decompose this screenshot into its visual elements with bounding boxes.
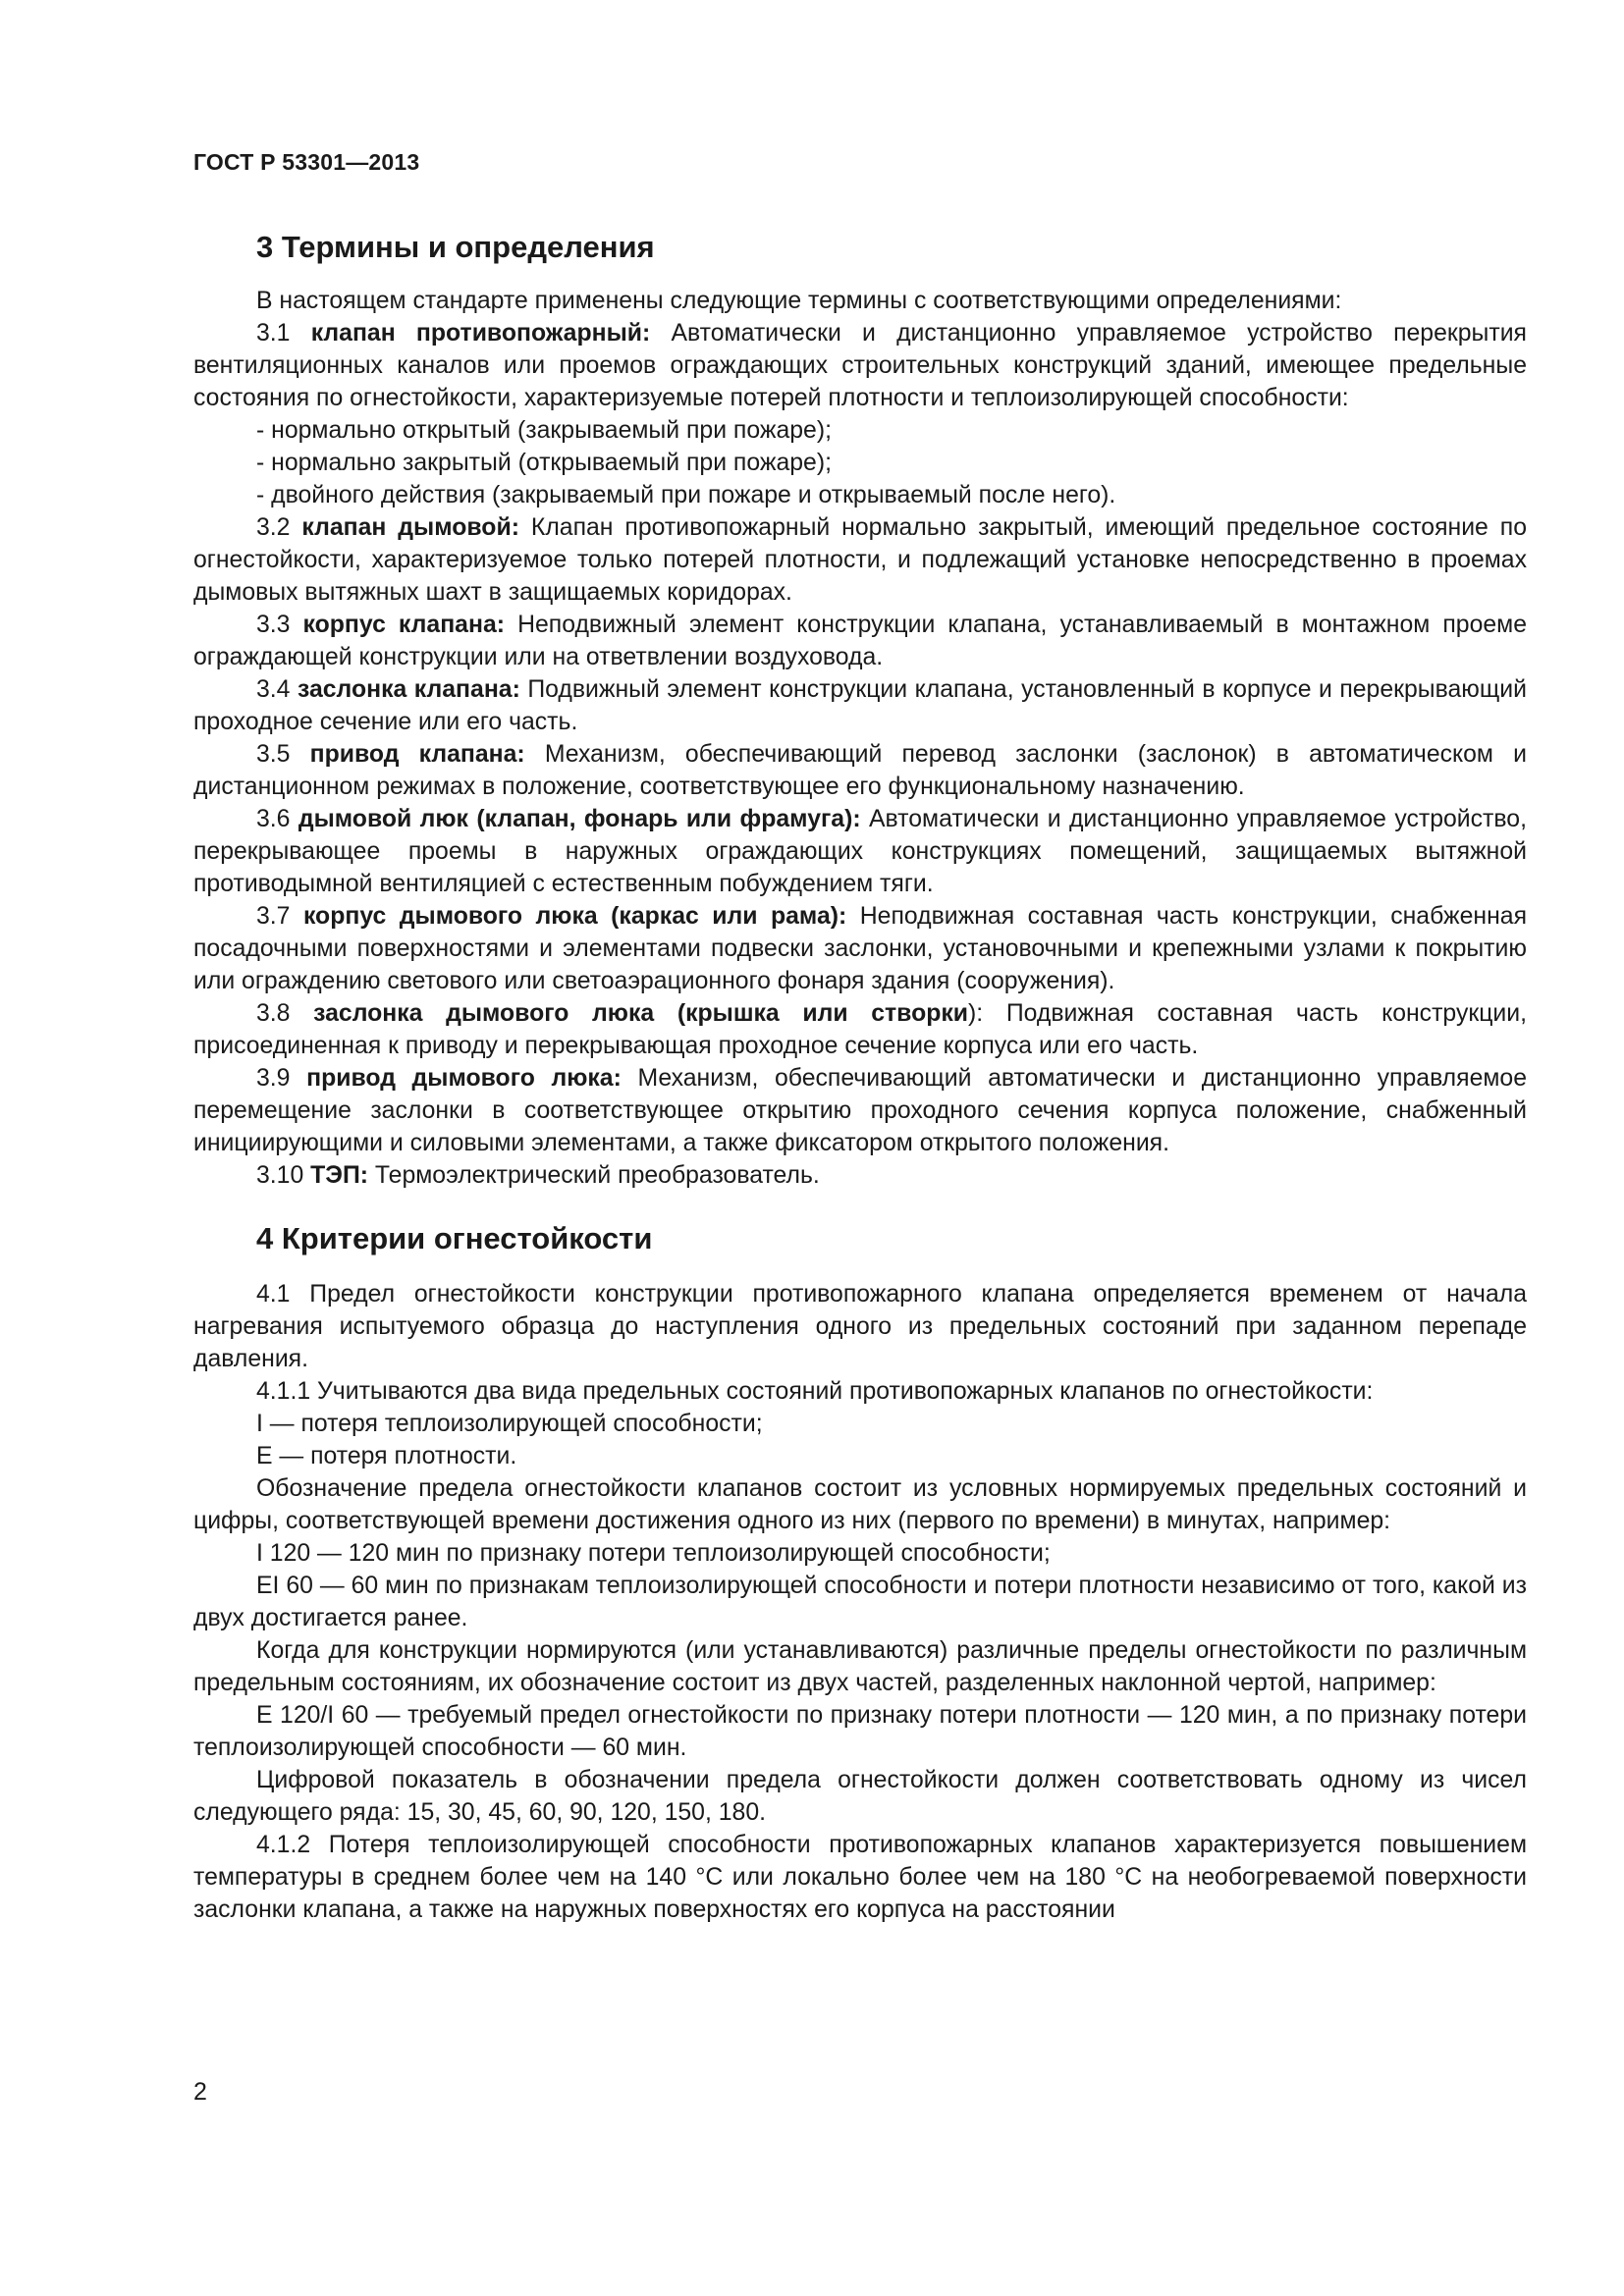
paragraph: Обозначение предела огнестойкости клапанов состоит из условных нормируемых предельных состояний и цифры, соответствующей времени достижения одного из них (первого по времени) в минутах, например: [193, 1475, 1527, 1534]
term-3-6-name: дымовой люк (клапан, фонарь или фрамуга): [298, 806, 861, 832]
paragraph: Когда для конструкции нормируются (или устанавливаются) различные пределы огнестойкости по различным предельным состояниям, их обозначение состоит из двух частей, разделенных наклонной чертой, например: [193, 1637, 1527, 1696]
term-3-6: 3.6 дымовой люк (клапан, фонарь или фрамуга): Автоматически и дистанционно управляемое устройство, перекрывающее проемы в наружных ограждающих конструкциях помещений, защищаемых вытяжной противодымной вентиляцией с естественным побуждением тяги. [193, 806, 1527, 897]
paragraph: 4.1.1 Учитываются два вида предельных состояний противопожарных клапанов по огнестойкости: [256, 1378, 1374, 1405]
term-3-4-name: заслонка клапана: [297, 676, 520, 703]
term-3-7: 3.7 корпус дымового люка (каркас или рама): Неподвижная составная часть конструкции, снабженная посадочными поверхностями и элементами подвески заслонки, установочными и крепежными узлами к покрытию или ограждению светового или светоаэрационного фонаря здания (сооружения). [193, 903, 1527, 994]
section-4-title: 4 Критерии огнестойкости [256, 1221, 653, 1255]
paragraph: Цифровой показатель в обозначении предела огнестойкости должен соответствовать одному из чисел следующего ряда: 15, 30, 45, 60, 90, 120, 150, 180. [193, 1767, 1527, 1826]
term-3-1-name: клапан противопожарный: [310, 320, 651, 347]
section-3-title: 3 Термины и определения [256, 230, 655, 264]
term-3-4: 3.4 заслонка клапана: Подвижный элемент конструкции клапана, установленный в корпусе и перекрывающий проходное сечение или его часть. [193, 676, 1527, 735]
paragraph: EI 60 — 60 мин по признакам теплоизолирующей способности и потери плотности независимо от того, какой из двух достигается ранее. [193, 1573, 1527, 1631]
term-3-10-name: ТЭП: [310, 1162, 369, 1189]
term-3-8: 3.8 заслонка дымового люка (крышка или створки): Подвижная составная часть конструкции, присоединенная к приводу и перекрывающая проходное сечение корпуса или его часть. [193, 1000, 1527, 1059]
term-3-9: 3.9 привод дымового люка: Механизм, обеспечивающий автоматически и дистанционно управляемое перемещение заслонки в соответствующее открытию проходного сечения корпуса положение, снабженный инициирующими и силовыми элементами, а также фиксатором открытого положения. [193, 1065, 1527, 1156]
term-3-9-name: привод дымового люка: [306, 1065, 622, 1092]
term-3-2-name: клапан дымовой: [301, 514, 519, 541]
paragraph: I — потеря теплоизолирующей способности; [256, 1411, 763, 1437]
paragraph: 4.1.2 Потеря теплоизолирующей способности противопожарных клапанов характеризуется повышением температуры в среднем более чем на 140 °С или локально более чем на 180 °С на необогреваемой поверхности заслонки клапана, а также на наружных поверхностях его корпуса на расстоянии [193, 1832, 1527, 1923]
term-3-3-name: корпус клапана: [302, 612, 505, 638]
term-3-8-name: заслонка дымового люка (крышка или створки [313, 1000, 969, 1027]
running-header: ГОСТ Р 53301—2013 [193, 149, 420, 175]
section-3-intro: В настоящем стандарте применены следующие термины с соответствующими определениями: [256, 288, 1342, 314]
list-item: - нормально открытый (закрываемый при пожаре); [256, 417, 832, 444]
term-3-10: 3.10 ТЭП: Термоэлектрический преобразователь. [256, 1162, 820, 1189]
term-3-5-name: привод клапана: [309, 741, 525, 768]
paragraph: E — потеря плотности. [256, 1443, 517, 1469]
term-3-7-name: корпус дымового люка (каркас или рама): [302, 903, 847, 930]
term-3-1: 3.1 клапан противопожарный: Автоматически и дистанционно управляемое устройство перекрытия вентиляционных каналов или проемов ограждающих строительных конструкций зданий, имеющее предельные состояния по огнестойкости, характеризуемые потерей плотности и теплоизолирующей способности: [193, 320, 1527, 411]
term-3-3: 3.3 корпус клапана: Неподвижный элемент конструкции клапана, устанавливаемый в монтажном проеме ограждающей конструкции или на ответвлении воздуховода. [193, 612, 1527, 670]
paragraph: 4.1 Предел огнестойкости конструкции противопожарного клапана определяется временем от начала нагревания испытуемого образца до наступления одного из предельных состояний при заданном перепаде давления. [193, 1281, 1527, 1372]
term-3-5: 3.5 привод клапана: Механизм, обеспечивающий перевод заслонки (заслонок) в автоматическом и дистанционном режимах в положение, соответствующее его функциональному назначению. [193, 741, 1527, 800]
document-body [193, 228, 1527, 1926]
page-number: 2 [193, 2078, 207, 2106]
list-item: - нормально закрытый (открываемый при пожаре); [256, 450, 832, 476]
paragraph: E 120/I 60 — требуемый предел огнестойкости по признаку потери плотности — 120 мин, а по признаку потери теплоизолирующей способности — 60 мин. [193, 1702, 1527, 1761]
term-3-2: 3.2 клапан дымовой: Клапан противопожарный нормально закрытый, имеющий предельное состояние по огнестойкости, характеризуемое только потерей плотности, и подлежащий установке непосредственно в проемах дымовых вытяжных шахт в защищаемых коридорах. [193, 514, 1527, 606]
list-item: - двойного действия (закрываемый при пожаре и открываемый после него). [256, 482, 1116, 508]
paragraph: I 120 — 120 мин по признаку потери теплоизолирующей способности; [256, 1540, 1051, 1567]
